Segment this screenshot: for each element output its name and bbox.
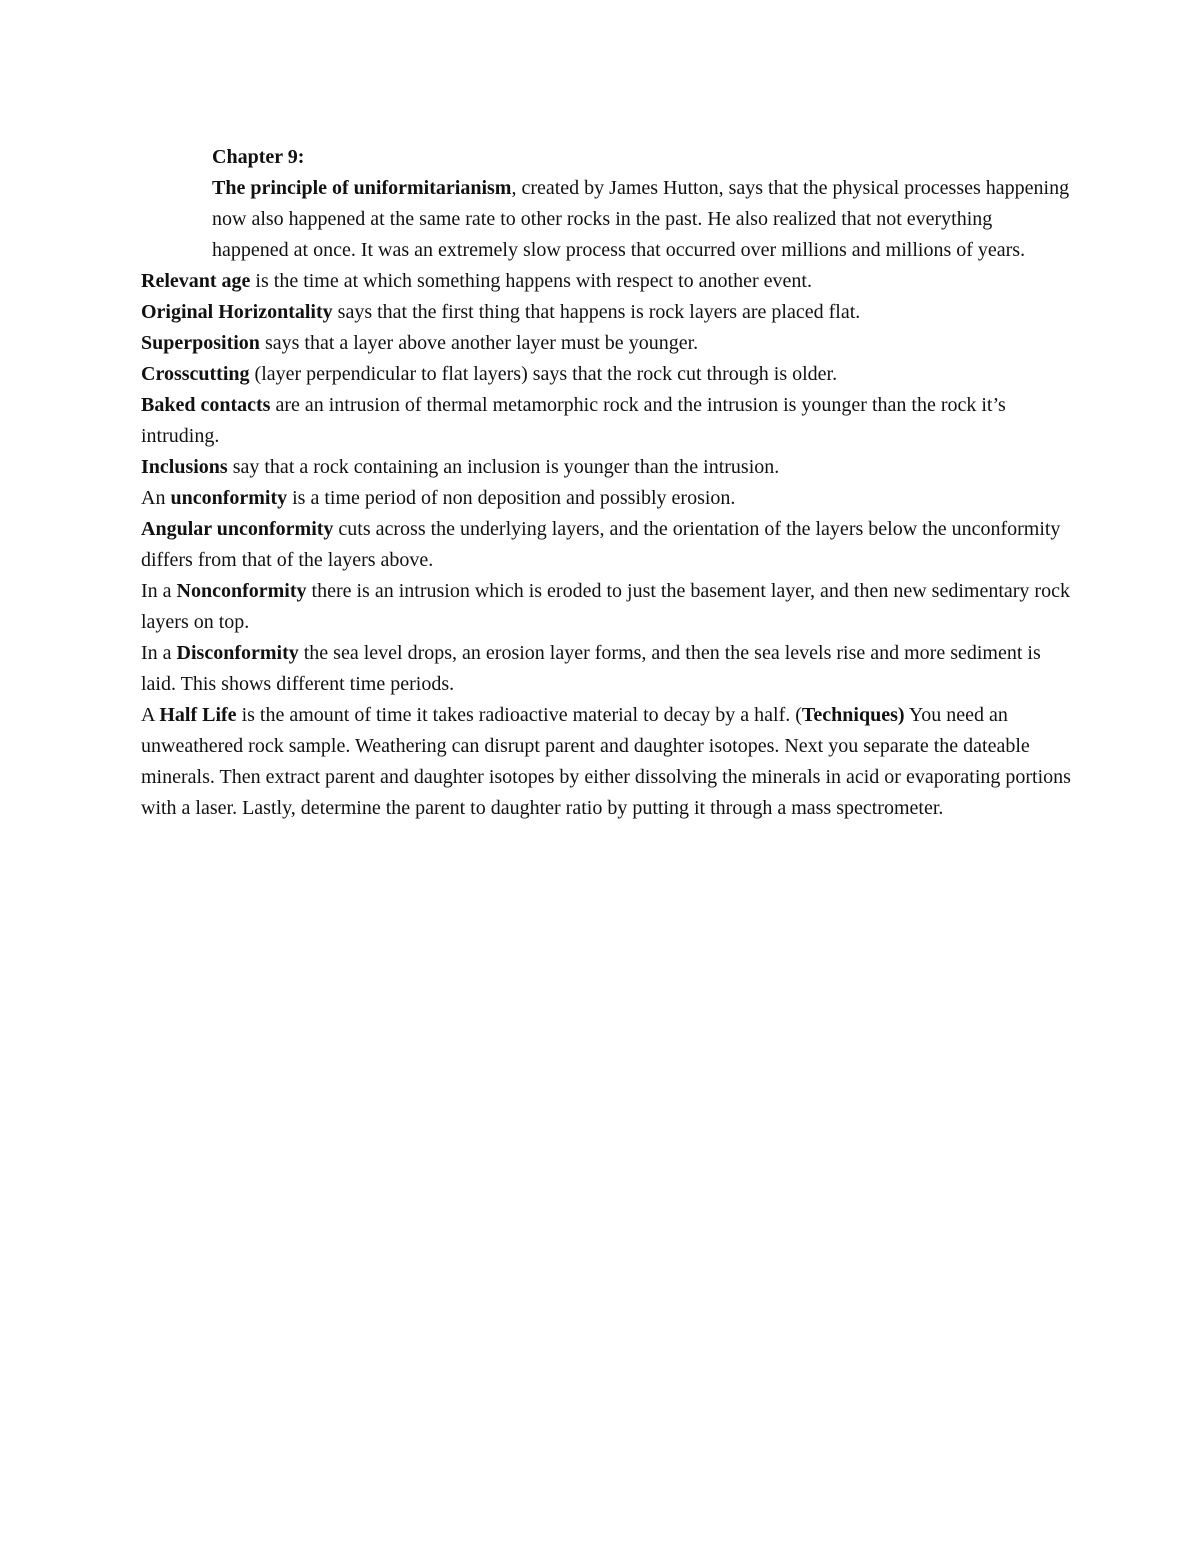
paragraph-unconformity <box>141 483 1071 514</box>
paragraph-original-horizontality <box>141 297 1071 328</box>
chapter-heading <box>141 142 1071 173</box>
term-relevant-age: Relevant age <box>141 270 251 292</box>
text-baked-contacts: are an intrusion of thermal metamorphic rock and the intrusion is younger than the rock it’s intruding. <box>141 394 1006 447</box>
text-angular-unconformity: cuts across the underlying layers, and the orientation of the layers below the unconformity differs from that of the layers above. <box>141 518 1061 571</box>
term-uniformitarianism: The principle of uniformitarianism <box>212 177 512 199</box>
term-original-horizontality: Original Horizontality <box>141 301 333 323</box>
term-superposition: Superposition <box>141 332 260 354</box>
term-unconformity: unconformity <box>170 487 288 509</box>
text-superposition: says that a layer above another layer must be younger. <box>259 332 699 354</box>
term-nonconformity: Nonconformity <box>176 580 307 602</box>
paragraph-superposition <box>141 328 1071 359</box>
paragraph-disconformity <box>141 638 1071 700</box>
paragraph-baked-contacts <box>141 390 1071 452</box>
text-inclusions: say that a rock containing an inclusion is younger than the intrusion. <box>227 456 780 478</box>
term-inclusions: Inclusions <box>141 456 228 478</box>
text-relevant-age: is the time at which something happens with respect to another event. <box>250 270 812 292</box>
text-crosscutting: (layer perpendicular to flat layers) says that the rock cut through is older. <box>249 363 838 385</box>
prefix-unconformity: An <box>141 487 171 509</box>
prefix-nonconformity: In a <box>141 580 177 602</box>
text-unconformity: is a time period of non deposition and possibly erosion. <box>287 487 736 509</box>
paragraph-crosscutting <box>141 359 1071 390</box>
term-disconformity: Disconformity <box>176 642 299 664</box>
text-uniformitarianism: , created by James Hutton, says that the physical processes happening now also happened at the same rate to other rocks in the past. He also realized that not everything happened at once. It was an extremely slow process that occurred over millions and millions of years. <box>212 177 1070 261</box>
term-techniques: Techniques) <box>801 704 905 726</box>
prefix-disconformity: In a <box>141 642 177 664</box>
text-disconformity: the sea level drops, an erosion layer forms, and then the sea levels rise and more sediment is laid. This shows different time periods. <box>141 642 1041 695</box>
text-techniques: You need an unweathered rock sample. Weathering can disrupt parent and daughter isotopes. Next you separate the dateable minerals. Then extract parent and daughter isotopes by either dissolving the minerals in acid or evaporating portions with a laser. Lastly, determine the parent to daughter ratio by putting it through a mass spectrometer. <box>141 704 1071 819</box>
paragraph-relevant-age <box>141 266 1071 297</box>
term-baked-contacts: Baked contacts <box>141 394 271 416</box>
text-original-horizontality: says that the first thing that happens is rock layers are placed flat. <box>332 301 861 323</box>
paragraph-angular-unconformity <box>141 514 1071 576</box>
term-half-life: Half Life <box>159 704 237 726</box>
paragraph-uniformitarianism <box>141 173 1071 266</box>
text-nonconformity: there is an intrusion which is eroded to just the basement layer, and then new sedimentary rock layers on top. <box>141 580 1070 633</box>
paragraph-nonconformity <box>141 576 1071 638</box>
document-page <box>141 142 1071 824</box>
paragraph-inclusions <box>141 452 1071 483</box>
term-crosscutting: Crosscutting <box>141 363 250 385</box>
text-half-life: is the amount of time it takes radioactive material to decay by a half. ( <box>236 704 802 726</box>
chapter-title: Chapter 9: <box>212 146 305 168</box>
term-angular-unconformity: Angular unconformity <box>141 518 334 540</box>
prefix-half-life: A <box>141 704 160 726</box>
paragraph-half-life <box>141 700 1071 824</box>
